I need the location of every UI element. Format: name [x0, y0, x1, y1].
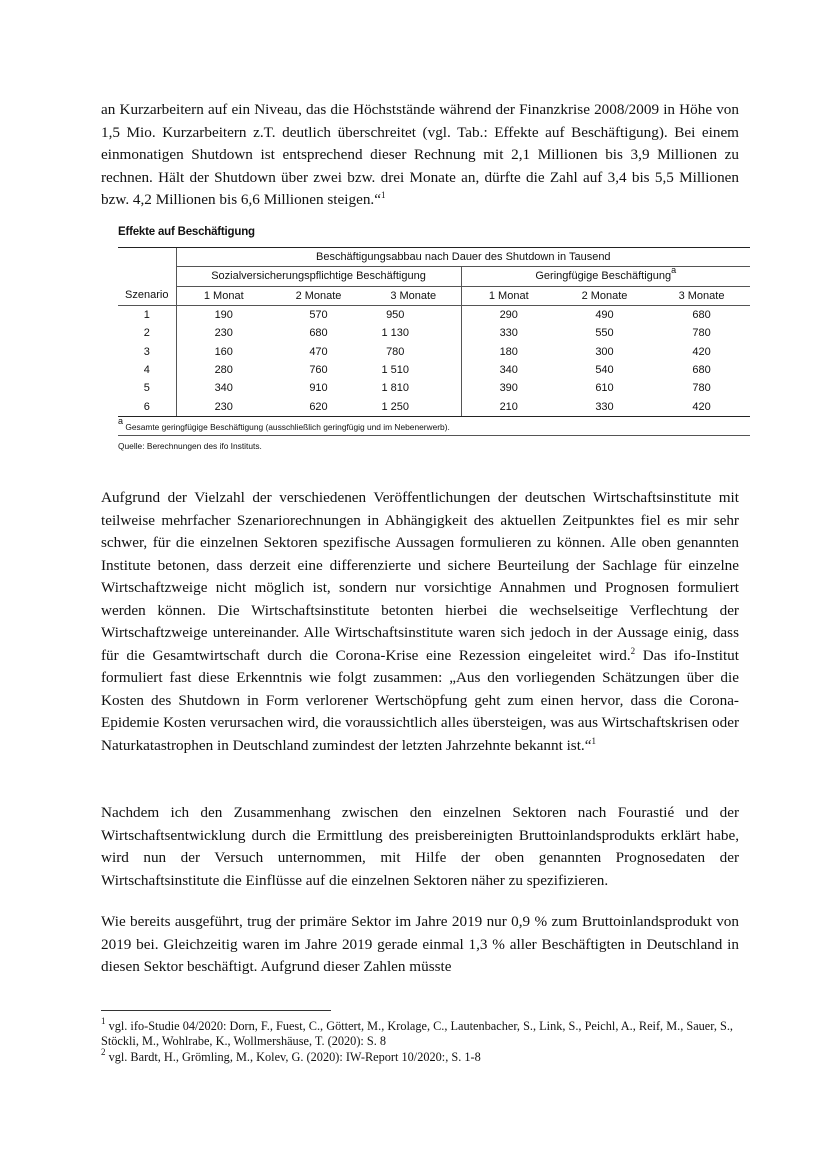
table-cell: 490 [595, 309, 614, 322]
table-cell: 540 [595, 363, 614, 376]
table-cell: 780 [386, 345, 405, 358]
figure-effekte [118, 226, 750, 451]
table-row [118, 342, 750, 360]
table-corner [118, 248, 176, 267]
table-source: Quelle: Berechnungen des ifo Instituts. [118, 440, 262, 451]
table-header-month: 3 Monate [366, 286, 461, 305]
paragraph-text: an Kurzarbeitern auf ein Niveau, das die Höchststände während der Finanzkrise 2008/2009 in Höhe von 1,5 Mio. Kurzarbeitern z.T. deutlich überschreitet (vgl. Tab.: Effekte auf Beschäftigung). Bei einem einmonatigen Shutdown ist entsprechend dieser Rechnung mit 2,1 Millionen bis 3,9 Millionen zu rechnen. Hält der Shutdown über zwei bzw. drei Monate an, dürfte die Zahl auf 3,4 bis 5,5 Millionen bzw. 4,2 Millionen bis 6,6 Millionen steigen.“ [101, 101, 739, 208]
footnote-1: $^1$ vgl. ifo-Studie 04/2020: Dorn, F., Fuest, C., Göttert, M., Krolage, C., Lautenbacher, S., Link, S., Peichl, A., Reif, M., Sauer, S., Stöckli, M., Wohlrabe, K., Wollmershäuse, T. (2020): S. 8 [101, 1016, 734, 1048]
table-header-month: 1 Monat [461, 286, 556, 305]
footnote-ref[interactable]: 1 [380, 190, 386, 200]
table-header-month: 2 Monate [556, 286, 653, 305]
table-header-month: 3 Monate [653, 286, 750, 305]
footnote-divider [101, 1010, 331, 1011]
table-cell: 470 [309, 345, 328, 358]
paragraph-institute [101, 487, 739, 757]
table-header-scenario: Szenario [118, 286, 176, 305]
table-cell: 1 250 [366, 397, 461, 416]
table-cell-scenario: 3 [143, 345, 150, 358]
table-divider [118, 435, 750, 436]
footnote-ref[interactable]: 1 [591, 735, 596, 746]
table-cell: 1 510 [381, 363, 410, 376]
table-cell: 570 [309, 309, 328, 322]
table-cell: 420 [653, 397, 750, 416]
table-cell-scenario: 5 [143, 382, 150, 395]
table-corner [118, 267, 176, 286]
table-cell: 230 [176, 397, 271, 416]
table-cell: 340 [461, 361, 556, 379]
table-super-header: Beschäftigungsabbau nach Dauer des Shutdown in Tausend [176, 248, 750, 267]
table-group-header-gf: Geringfügige Beschäftigung$^a$ [461, 267, 750, 286]
table-cell-scenario: 2 [143, 327, 150, 340]
table-row [118, 397, 750, 416]
table-cell-scenario: 1 [143, 309, 150, 322]
footnote-2: $^2$ vgl. Bardt, H., Grömling, M., Kolev, G. (2020): IW-Report 10/2020:, S. 1-8 [101, 1047, 481, 1064]
table-cell: 390 [461, 379, 556, 397]
table-cell: 280 [176, 361, 271, 379]
table-cell: 340 [176, 379, 271, 397]
table-cell: 1 810 [381, 382, 410, 395]
table-cell: 610 [595, 382, 614, 395]
table-cell: 300 [595, 345, 614, 358]
table-row [118, 324, 750, 342]
table-row [118, 379, 750, 397]
table-cell-scenario: 4 [143, 363, 150, 376]
table-cell: 420 [692, 345, 711, 358]
table-cell: 910 [309, 382, 328, 395]
table-cell: 180 [461, 342, 556, 360]
table-header-month: 2 Monate [271, 286, 366, 305]
table-cell: 1 130 [381, 327, 410, 340]
table-cell: 160 [176, 342, 271, 360]
paragraph-text: Das ifo-Institut formuliert fast diese Erkenntnis wie folgt zusammen: „Aus den vorliegenden Schätzungen über die Kosten des Shutdown in Form verlorener Wertschöpfung geht zum einen hervor, dass die Corona-Epidemie Kosten verursachen wird, die voraussichtlich alles übersteigen, was aus Wirtschaftskrisen oder Naturkatastrophen in Deutschland zumindest der letzten Jahrzehnte bekannt ist.“ [101, 646, 739, 754]
table-cell: 290 [461, 305, 556, 324]
table-cell: 760 [309, 363, 328, 376]
footnote-ref[interactable]: 2 [630, 645, 636, 656]
paragraph-fourastie: Nachdem ich den Zusammenhang zwischen den einzelnen Sektoren nach Fourastié und der Wirtschaftsentwicklung durch die Ermittlung des preisbereinigten Bruttoinlandsprodukts erklärt habe, wird nun der Versuch unternommen, mit Hilfe der oben genannten Prognosedaten der Wirtschaftsinstitute die Einflüsse auf die einzelnen Sektoren näher zu spezifizieren. [101, 804, 739, 889]
table-cell: 550 [595, 327, 614, 340]
figure-title: Effekte auf Beschäftigung [118, 226, 255, 238]
paragraph-text: Aufgrund der Vielzahl der verschiedenen Veröffentlichungen der deutschen Wirtschaftsinstitute mit teilweise mehrfacher Szenariorechnungen in Abhängigkeit des aktuellen Zeitpunktes fiel es mir sehr schwer, für die einzelnen Sektoren spezifische Aussagen formulieren zu können. Alle oben genannten Institute betonen, dass derzeit eine differenzierte und sichere Beurteilung der Sachlage für einzelne Wirtschaftzweige nicht möglich ist, sondern nur vorsichtige Annahmen und Prognosen formuliert werden können. Die Wirtschaftsinstitute betonten hierbei die wechselseitige Verflechtung der Wirtschaftzweige untereinander. Alle Wirtschaftsinstitute waren sich jedoch in der Aussage einig, dass für die Gesamtwirtschaft durch die Corona-Krise eine Rezession eingeleitet wird. [101, 489, 739, 664]
table-cell: 680 [309, 327, 328, 340]
table-cell: 210 [461, 397, 556, 416]
table-cell: 330 [461, 324, 556, 342]
paragraph-primary-sector: Wie bereits ausgeführt, trug der primäre Sektor im Jahre 2019 nur 0,9 % zum Bruttoinlandsprodukt von 2019 bei. Gleichzeitig waren im Jahre 2019 gerade einmal 1,3 % aller Beschäftigten in Deutschland in diesen Sektor beschäftigt. Aufgrund dieser Zahlen müsste [101, 913, 739, 975]
table-cell: 950 [386, 309, 405, 322]
table-cell: 680 [692, 363, 711, 376]
table-row [118, 361, 750, 379]
table-group-header-sv: Sozialversicherungspflichtige Beschäftigung [176, 267, 461, 286]
table-row [118, 305, 750, 324]
table-cell: 190 [176, 305, 271, 324]
table-note: $^a$ Gesamte geringfügige Beschäftigung (ausschließlich geringfügig und im Nebenerwerb). [118, 415, 450, 432]
table-cell: 780 [692, 327, 711, 340]
table-header-month: 1 Monat [176, 286, 271, 305]
table-cell-scenario: 6 [118, 397, 176, 416]
table-cell: 620 [271, 397, 366, 416]
paragraph-kurzarbeit [101, 99, 739, 212]
table-cell: 680 [692, 309, 711, 322]
employment-effects-table [118, 247, 750, 417]
table-cell: 330 [556, 397, 653, 416]
table-cell: 780 [692, 382, 711, 395]
table-cell: 230 [176, 324, 271, 342]
